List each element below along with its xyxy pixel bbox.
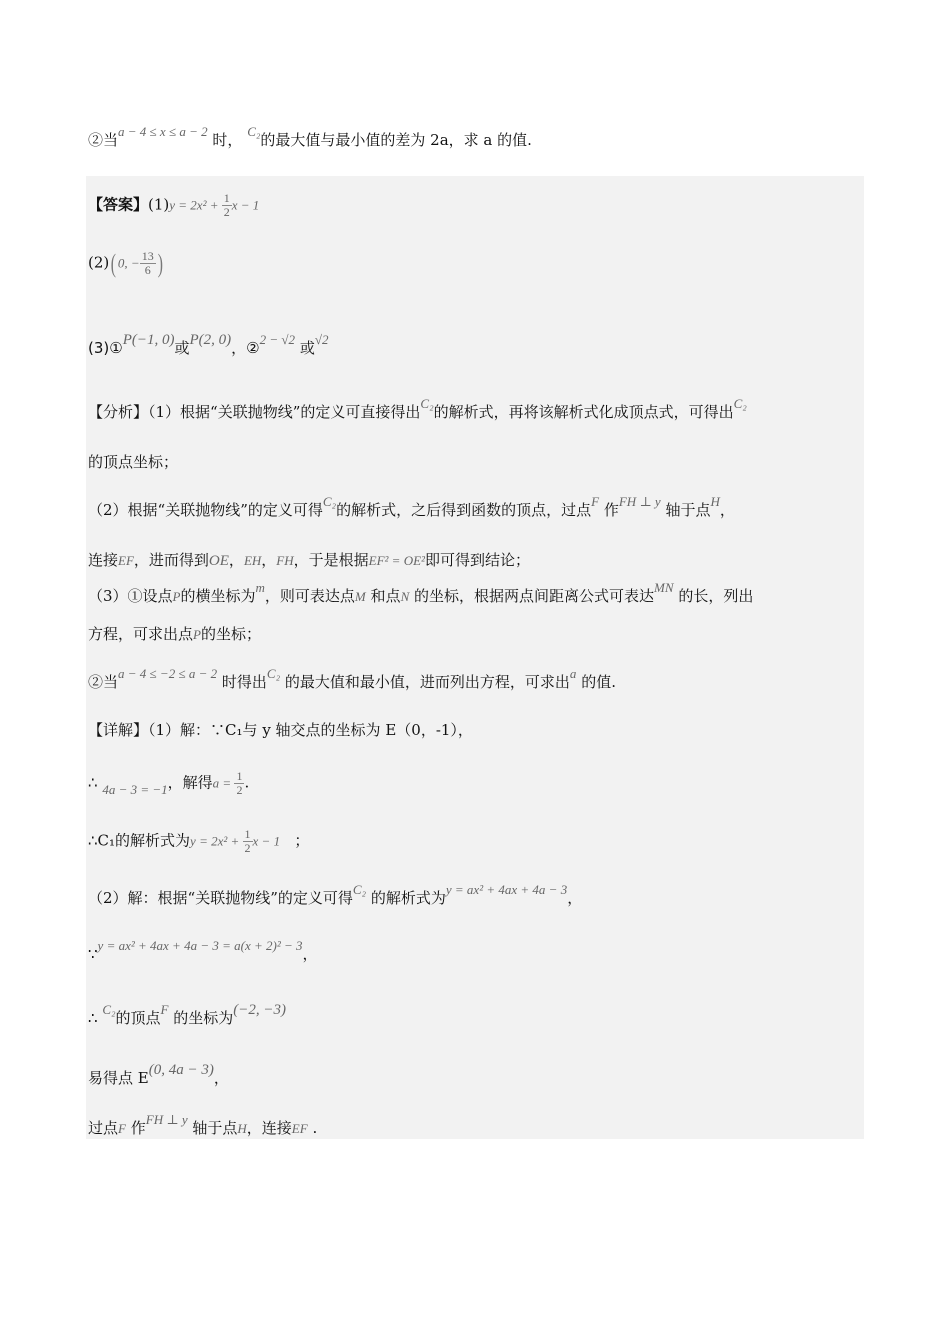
math-var: EF bbox=[118, 553, 134, 568]
text: 的横坐标为 bbox=[180, 587, 256, 605]
question-condition: a − 4 ≤ x ≤ a − 2 bbox=[118, 124, 208, 139]
math-expr: 4a − 3 = −1 bbox=[102, 781, 168, 797]
text: ， bbox=[213, 1069, 229, 1087]
text: 即可得到结论； bbox=[424, 551, 530, 569]
text: 作 bbox=[130, 1119, 146, 1137]
math-var: m bbox=[255, 580, 265, 595]
fraction bbox=[243, 828, 253, 855]
detail-line-8 bbox=[88, 1112, 318, 1139]
frac-numerator: 13 bbox=[141, 249, 154, 263]
math-expr: a = bbox=[212, 775, 235, 791]
analysis-line-1 bbox=[88, 396, 747, 423]
text: ∵ bbox=[88, 945, 98, 963]
answer-number: (1) bbox=[148, 195, 170, 214]
math-expr: FH ⊥ y bbox=[145, 1112, 188, 1127]
right-paren: ) bbox=[157, 248, 163, 278]
analysis-line-6 bbox=[88, 624, 261, 645]
math-var: H bbox=[237, 1121, 247, 1136]
text: 或 bbox=[299, 339, 315, 357]
frac-denominator: 6 bbox=[144, 263, 151, 277]
text: （1）解：∵C₁与 y 轴交点的坐标为 E（0，-1）， bbox=[148, 721, 473, 739]
text: 轴于点 bbox=[665, 501, 711, 519]
math-expr: 2 − √2 bbox=[259, 332, 296, 347]
analysis-line-3 bbox=[88, 494, 735, 521]
text: 轴于点 bbox=[192, 1119, 238, 1137]
text: ②当 bbox=[88, 673, 119, 691]
text: ，解得 bbox=[167, 773, 213, 792]
frac-denominator: 2 bbox=[236, 783, 243, 797]
math-var: EH bbox=[243, 553, 262, 568]
detail-label: 【详解】 bbox=[88, 721, 149, 739]
question-prefix: ②当 bbox=[88, 131, 119, 149]
math-var: H bbox=[710, 494, 720, 509]
text: ， bbox=[567, 889, 583, 907]
math-expr: (0, 4a − 3) bbox=[148, 1062, 214, 1078]
fraction bbox=[234, 770, 244, 797]
text: 的最大值和最小值，进而列出方程，可求出 bbox=[284, 673, 570, 691]
curve-c2: C₂ bbox=[322, 494, 337, 509]
text: ， bbox=[719, 501, 735, 519]
detail-line-5 bbox=[88, 938, 318, 965]
text: 的长，列出 bbox=[678, 587, 754, 605]
text: 的坐标为 bbox=[173, 1009, 234, 1027]
curve-c2: C₂ bbox=[733, 396, 747, 411]
analysis-line-7 bbox=[88, 666, 616, 693]
math-expr: P(−1, 0) bbox=[122, 332, 175, 348]
question-text: 时， bbox=[212, 131, 243, 149]
text: 连接 bbox=[88, 551, 119, 569]
text: 作 bbox=[603, 501, 619, 519]
curve-c2: C₂ bbox=[352, 882, 367, 897]
math-expr: y = ax² + 4ax + 4a − 3 bbox=[445, 882, 568, 897]
math-var: F bbox=[591, 494, 600, 509]
math-expr: x − 1 bbox=[252, 833, 281, 849]
fraction bbox=[140, 250, 156, 277]
detail-line-4 bbox=[88, 882, 583, 909]
math-expr: x − 1 bbox=[231, 197, 260, 213]
math-expr: (−2, −3) bbox=[233, 1002, 287, 1018]
math-expr: P(2, 0) bbox=[189, 332, 232, 348]
math-var: F bbox=[118, 1121, 126, 1136]
fraction bbox=[222, 192, 232, 219]
math-expr: y = 2x² + bbox=[169, 197, 222, 213]
text: 的解析式，之后得到函数的顶点，过点 bbox=[336, 501, 592, 519]
math-var: F bbox=[160, 1002, 169, 1017]
math-expr: √2 bbox=[314, 332, 329, 347]
curve-c2: C₂ bbox=[247, 124, 261, 139]
frac-numerator: 1 bbox=[236, 769, 243, 783]
curve-c2: C₂ bbox=[266, 666, 281, 681]
math-expr: a − 4 ≤ −2 ≤ a − 2 bbox=[118, 666, 218, 681]
text: ∴ bbox=[88, 1009, 98, 1027]
answer-line-3 bbox=[88, 332, 329, 359]
text: ∴C₁的解析式为 bbox=[88, 831, 191, 850]
math-var: P bbox=[193, 627, 201, 642]
answer-line-2 bbox=[88, 250, 164, 277]
math-expr: 0, − bbox=[117, 255, 140, 271]
text: 的坐标，根据两点间距离公式可表达 bbox=[414, 587, 655, 605]
frac-denominator: 2 bbox=[244, 841, 251, 855]
analysis-line-5 bbox=[88, 580, 754, 607]
text: 过点 bbox=[88, 1119, 119, 1137]
text: ，进而得到 bbox=[133, 551, 209, 569]
text: ，于是根据 bbox=[293, 551, 369, 569]
math-var: N bbox=[400, 589, 410, 604]
text: ， bbox=[302, 945, 318, 963]
math-expr: y = ax² + 4ax + 4a − 3 = a(x + 2)² − 3 bbox=[97, 938, 303, 953]
detail-line-1 bbox=[88, 720, 473, 740]
detail-line-2 bbox=[88, 770, 249, 797]
text: 或 bbox=[174, 339, 190, 357]
analysis-label: 【分析】 bbox=[88, 403, 149, 421]
left-paren: ( bbox=[110, 248, 117, 278]
math-var: MN bbox=[654, 580, 674, 595]
frac-denominator: 2 bbox=[223, 205, 230, 219]
detail-line-7 bbox=[88, 1062, 229, 1089]
text: 时得出 bbox=[221, 673, 267, 691]
detail-line-6 bbox=[88, 1002, 287, 1029]
math-expr: y = 2x² + bbox=[190, 833, 243, 849]
text: ，② bbox=[231, 339, 260, 357]
math-var: FH bbox=[276, 553, 294, 568]
text: 的值. bbox=[581, 673, 616, 691]
text: . bbox=[244, 773, 250, 792]
text: （3）①设点 bbox=[88, 587, 173, 605]
detail-line-3 bbox=[88, 828, 309, 855]
text: （2）根据“关联抛物线”的定义可得 bbox=[88, 501, 323, 519]
text: 和点 bbox=[370, 587, 401, 605]
text: 的顶点 bbox=[115, 1009, 161, 1027]
text: ， bbox=[228, 551, 244, 569]
text: （2）解：根据“关联抛物线”的定义可得 bbox=[88, 889, 353, 907]
math-var: OE bbox=[208, 553, 229, 569]
frac-numerator: 1 bbox=[223, 191, 230, 205]
text: ， bbox=[261, 551, 277, 569]
curve-c2: C₂ bbox=[420, 396, 434, 411]
question-text: 的最大值与最小值的差为 2a，求 a 的值. bbox=[260, 131, 532, 149]
text: 的顶点坐标； bbox=[88, 453, 179, 471]
analysis-line-2 bbox=[88, 452, 178, 472]
text: . bbox=[312, 1119, 318, 1137]
math-expr: FH ⊥ y bbox=[618, 494, 661, 509]
math-var: P bbox=[172, 589, 181, 604]
frac-numerator: 1 bbox=[244, 827, 251, 841]
text: 的解析式为 bbox=[370, 889, 446, 907]
answer-label: 【答案】 bbox=[88, 195, 149, 214]
text: 方程，可求出点 bbox=[88, 625, 194, 643]
math-var: a bbox=[569, 666, 577, 681]
text: ，则可表达点 bbox=[264, 587, 355, 605]
curve-c2: C₂ bbox=[102, 1002, 116, 1017]
math-expr: EF² = OE² bbox=[368, 553, 425, 568]
analysis-line-4 bbox=[88, 550, 530, 571]
text: ； bbox=[294, 831, 310, 850]
question-line bbox=[88, 124, 532, 151]
text: 的解析式，再将该解析式化成顶点式，可得出 bbox=[433, 403, 734, 421]
text: ∴ bbox=[88, 773, 98, 792]
text: 的坐标； bbox=[200, 625, 261, 643]
text: （1）根据“关联抛物线”的定义可直接得出 bbox=[148, 403, 421, 421]
solution-panel bbox=[86, 176, 864, 1139]
math-var: M bbox=[354, 589, 366, 604]
answer-line-1 bbox=[88, 192, 259, 219]
text: 易得点 E bbox=[88, 1069, 149, 1087]
answer-number: (3)① bbox=[88, 339, 123, 357]
text: ，连接 bbox=[246, 1119, 292, 1137]
answer-number: (2) bbox=[88, 253, 110, 272]
math-var: EF bbox=[291, 1121, 308, 1136]
